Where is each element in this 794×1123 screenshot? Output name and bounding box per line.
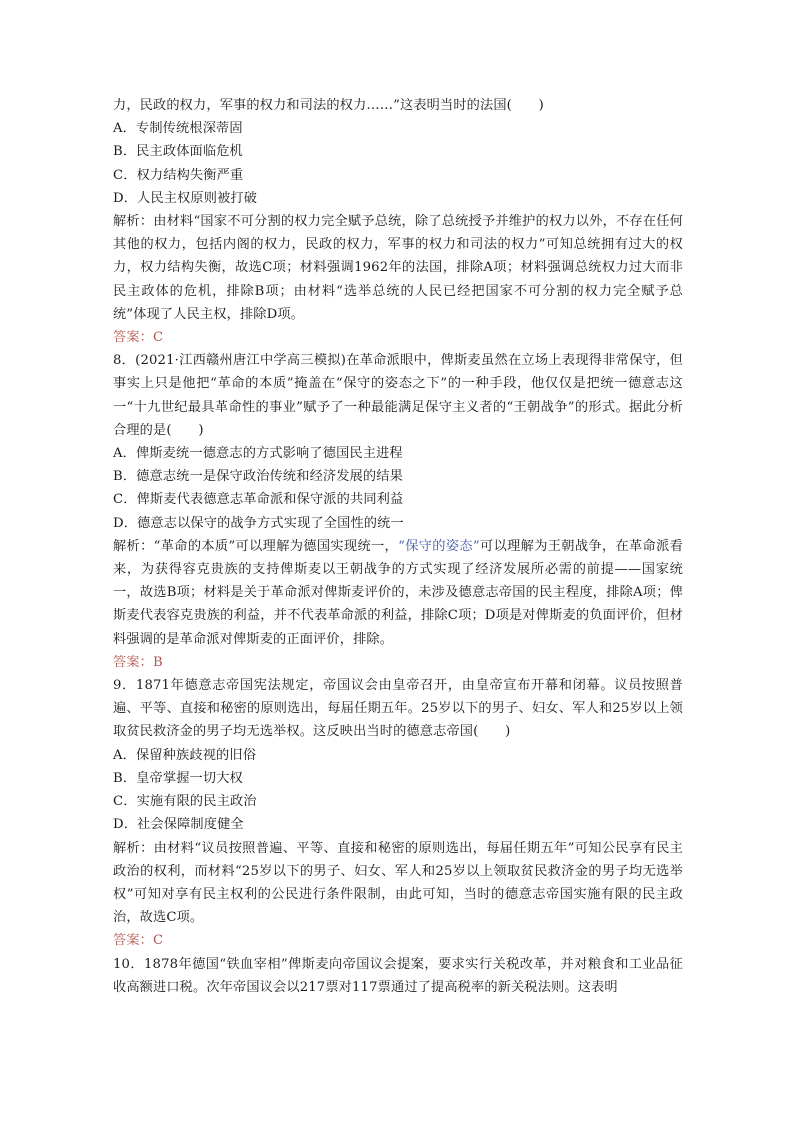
q8-analysis-part1: 解析：“革命的本质”可以理解为德国实现统一，: [113, 538, 399, 554]
q8-option-b: B．德意志统一是保守政治传统和经济发展的结果: [113, 469, 403, 485]
q7-option-a: A．专制传统根深蒂固: [113, 121, 243, 137]
q9-answer: 答案：C: [113, 933, 164, 949]
q7-analysis: 解析：由材料“国家不可分割的权力完全赋予总统，除了总统授予并维护的权力以外，不存在任何其他的权力，包括内阁的权力，民政的权力，军事的权力和司法的权力”可知总统拥有过大的权力，权力结构失衡，故选C项；材料强调1962年的法国，排除A项；材料强调总统权力过大而非民主政体的危机，排除B项；由材料“选举总统的人民已经把国家不可分割的权力完全赋予总统”体现了人民主权，排除D项。: [113, 214, 683, 322]
q7-option-d: D．人民主权原则被打破: [113, 190, 258, 206]
q9-option-b: B．皇帝掌握一切大权: [113, 770, 243, 786]
q8-option-d: D．德意志以保守的战争方式实现了全国性的统一: [113, 515, 404, 531]
q7-option-b: B．民主政体面临危机: [113, 144, 243, 160]
q10-stem: 10．1878年德国“铁血宰相”俾斯麦向帝国议会提案，要求实行关税改革，并对粮食和工业品征收高额进口税。次年帝国议会以217票对117票通过了提高税率的新关税法则。这表明: [113, 956, 683, 995]
q8-option-a: A．俾斯麦统一德意志的方式影响了德国民主进程: [113, 446, 403, 462]
q8-option-c: C．俾斯麦代表德意志革命派和保守派的共同利益: [113, 492, 404, 508]
q9-stem: 9．1871年德意志帝国宪法规定，帝国议会由皇帝召开，由皇帝宣布开幕和闭幕。议员按照普遍、平等、直接和秘密的原则选出，每届任期五年。25岁以下的男子、妇女、军人和25岁以上领取贫民救济金的男子均无选举权。这反映出当时的德意志帝国( ): [113, 678, 683, 740]
document-page: [113, 94, 683, 999]
q8-analysis-highlight: “保守的姿态”: [398, 538, 480, 554]
q9-option-a: A．保留种族歧视的旧俗: [113, 747, 257, 763]
q7-answer: 答案：C: [113, 330, 164, 346]
q7-stem-tail: 力，民政的权力，军事的权力和司法的权力……”这表明当时的法国( ): [113, 98, 544, 113]
q8-answer: 答案：B: [113, 654, 163, 670]
q8-stem: 8．(2021·江西赣州唐江中学高三模拟)在革命派眼中，俾斯麦虽然在立场上表现得非常保守，但事实上只是他把“革命的本质”掩盖在“保守的姿态之下”的一种手段，他仅仅是把统一德意志这一“十九世纪最具革命性的事业”赋予了一种最能满足保守主义者的“王朝战争”的形式。据此分析合理的是( ): [113, 353, 683, 438]
q8-analysis-part2: 可以理解为王朝战争，在革命派看来，为获得容克贵族的支持俾斯麦以王朝战争的方式实现了经济发展所必需的前提——国家统一，故选B项；材料是关于革命派对俾斯麦评价的，未涉及德意志帝国的民主程度，排除A项；俾斯麦代表容克贵族的利益，并不代表革命派的利益，排除C项；D项是对俾斯麦的负面评价，但材料强调的是革命派对俾斯麦的正面评价，排除。: [113, 538, 683, 647]
q9-option-d: D．社会保障制度健全: [113, 817, 244, 833]
q8-analysis: [113, 535, 683, 651]
q7-option-c: C．权力结构失衡严重: [113, 167, 244, 183]
q9-option-c: C．实施有限的民主政治: [113, 794, 257, 810]
q9-analysis: 解析：由材料“议员按照普遍、平等、直接和秘密的原则选出，每届任期五年”可知公民享有民主政治的权利，而材料“25岁以下的男子、妇女、军人和25岁以上领取贫民救济金的男子均无选举权”可知对享有民主权利的公民进行条件限制，由此可知，当时的德意志帝国实施有限的民主政治，故选C项。: [113, 840, 683, 926]
